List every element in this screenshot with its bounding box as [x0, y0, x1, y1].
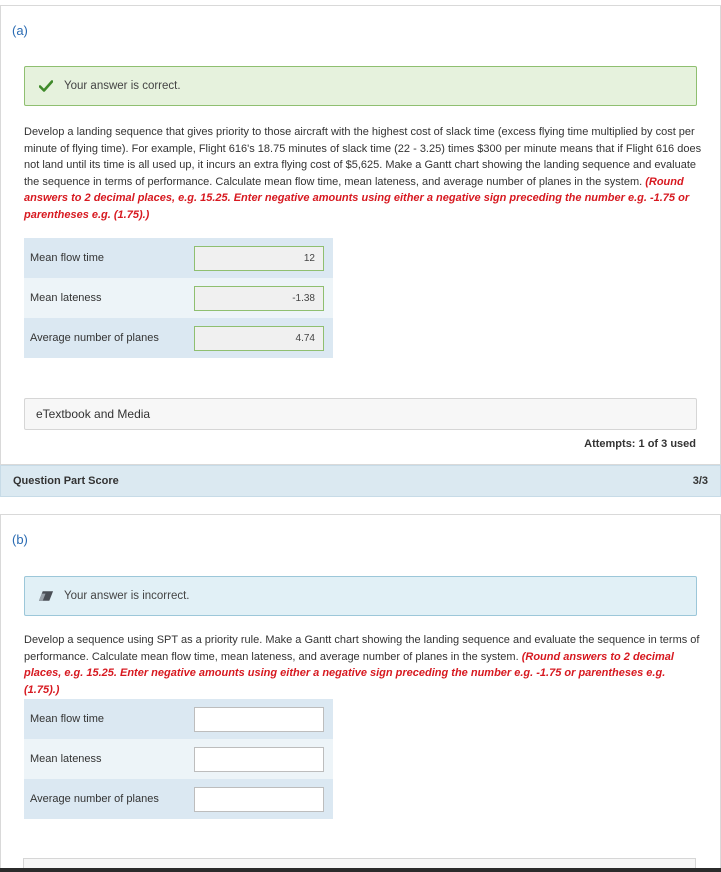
row-label: Mean lateness: [30, 753, 102, 765]
incorrect-banner-text: Your answer is incorrect.: [64, 590, 190, 602]
correct-banner: [24, 66, 697, 106]
mean-flow-time-input[interactable]: [194, 707, 324, 732]
answer-row-mean-lateness: [24, 739, 333, 779]
row-label: Mean flow time: [30, 252, 104, 264]
row-label: Mean lateness: [30, 292, 102, 304]
window-bottom-edge: [0, 868, 721, 872]
row-label: Average number of planes: [30, 332, 159, 344]
part-b-label: (b): [12, 532, 28, 547]
part-a-label: (a): [12, 23, 28, 38]
answer-row-mean-lateness: [24, 278, 333, 318]
question-part-a: [0, 5, 721, 465]
answer-row-mean-flow-time: [24, 699, 333, 739]
row-label: Average number of planes: [30, 793, 159, 805]
answer-table-b: [24, 699, 333, 819]
score-label: Question Part Score: [13, 475, 119, 487]
mean-flow-time-input[interactable]: 12: [194, 246, 324, 271]
incorrect-banner: [24, 576, 697, 616]
question-body-b: Develop a sequence using SPT as a priority rule. Make a Gantt chart showing the landing sequence and evaluate the sequence in terms of performance. Calculate mean flow time, mean lateness, and average number of planes in the system.: [24, 634, 700, 663]
question-part-score-bar: [0, 465, 721, 497]
question-text-b: [24, 632, 702, 698]
correct-banner-text: Your answer is correct.: [64, 80, 181, 92]
question-body-a: Develop a landing sequence that gives priority to those aircraft with the highest cost of slack time (excess flying time multiplied by cost per minute of flying time). For example, Flight 616's 18.75 minutes of slack time (22 - 3.25) times $300 per minute means that if Flight 616 does not land until its time is all used up, it incurs an extra flying cost of $5,625. Make a Gantt chart showing the landing sequence and evaluate the sequence in terms of performance. Calculate mean flow time, mean lateness, and average number of planes in the system.: [24, 126, 702, 188]
attempts-counter: Attempts: 1 of 3 used: [584, 438, 696, 450]
answer-row-average-planes: [24, 318, 333, 358]
rounding-instruction-b: (Round answers to 2 decimal places, e.g. 15.25. Enter negative amounts using either a negative sign preceding the number e.g. -1.75 or parentheses e.g. (1.75).): [24, 650, 674, 696]
etextbook-media-link[interactable]: eTextbook and Media: [24, 398, 697, 430]
row-label: Mean flow time: [30, 713, 104, 725]
mean-lateness-input[interactable]: -1.38: [194, 286, 324, 311]
etextbook-media-link-b[interactable]: [23, 858, 696, 868]
score-value: 3/3: [692, 475, 708, 487]
answer-row-mean-flow-time: [24, 238, 333, 278]
average-planes-input[interactable]: 4.74: [194, 326, 324, 351]
question-part-b: [0, 514, 721, 872]
mean-lateness-input[interactable]: [194, 747, 324, 772]
answer-row-average-planes: [24, 779, 333, 819]
checkmark-icon: [38, 78, 54, 94]
question-text-a: [24, 124, 702, 223]
rounding-instruction-a: (Round answers to 2 decimal places, e.g. 15.25. Enter negative amounts using either a negative sign preceding the number e.g. -1.75 or parentheses e.g. (1.75).): [24, 175, 690, 221]
average-planes-input[interactable]: [194, 787, 324, 812]
eraser-icon: [38, 588, 54, 604]
answer-table-a: [24, 238, 333, 358]
